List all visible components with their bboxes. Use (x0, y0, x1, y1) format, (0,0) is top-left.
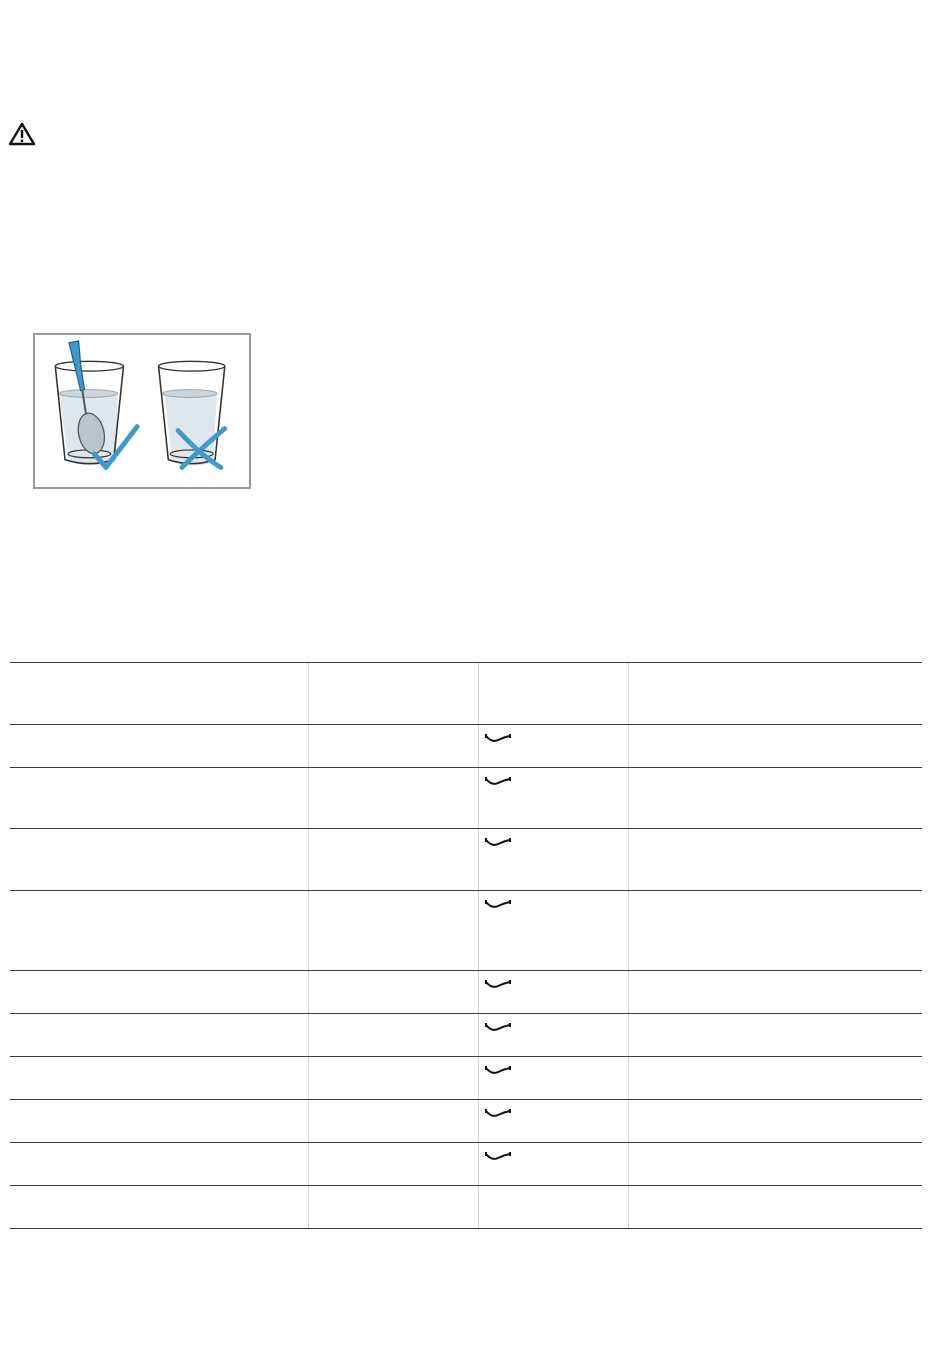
table-row (10, 828, 922, 890)
table-row (10, 1185, 922, 1229)
data-table (10, 662, 922, 1229)
table-row (10, 970, 922, 1013)
table-row (10, 1056, 922, 1099)
steam-wave-icon (484, 979, 512, 991)
steam-wave-icon (484, 733, 512, 745)
column-divider (628, 663, 629, 724)
table-row (10, 767, 922, 828)
table-row (10, 724, 922, 767)
glass-with-spoon (55, 341, 137, 468)
warning-triangle-icon (8, 122, 36, 146)
steam-wave-icon (484, 776, 512, 788)
table-header-row (10, 662, 922, 724)
glass-spoon-illustration (33, 333, 251, 489)
steam-wave-icon (484, 1022, 512, 1034)
steam-wave-icon (484, 1108, 512, 1120)
table-row (10, 1142, 922, 1185)
table-row (10, 890, 922, 970)
table-row (10, 1013, 922, 1056)
steam-wave-icon (484, 1065, 512, 1077)
column-divider (478, 663, 479, 724)
steam-wave-icon (484, 1151, 512, 1163)
glass-without-spoon (159, 361, 225, 467)
table-row (10, 1099, 922, 1142)
column-divider (308, 663, 309, 724)
steam-wave-icon (484, 837, 512, 849)
steam-wave-icon (484, 899, 512, 911)
